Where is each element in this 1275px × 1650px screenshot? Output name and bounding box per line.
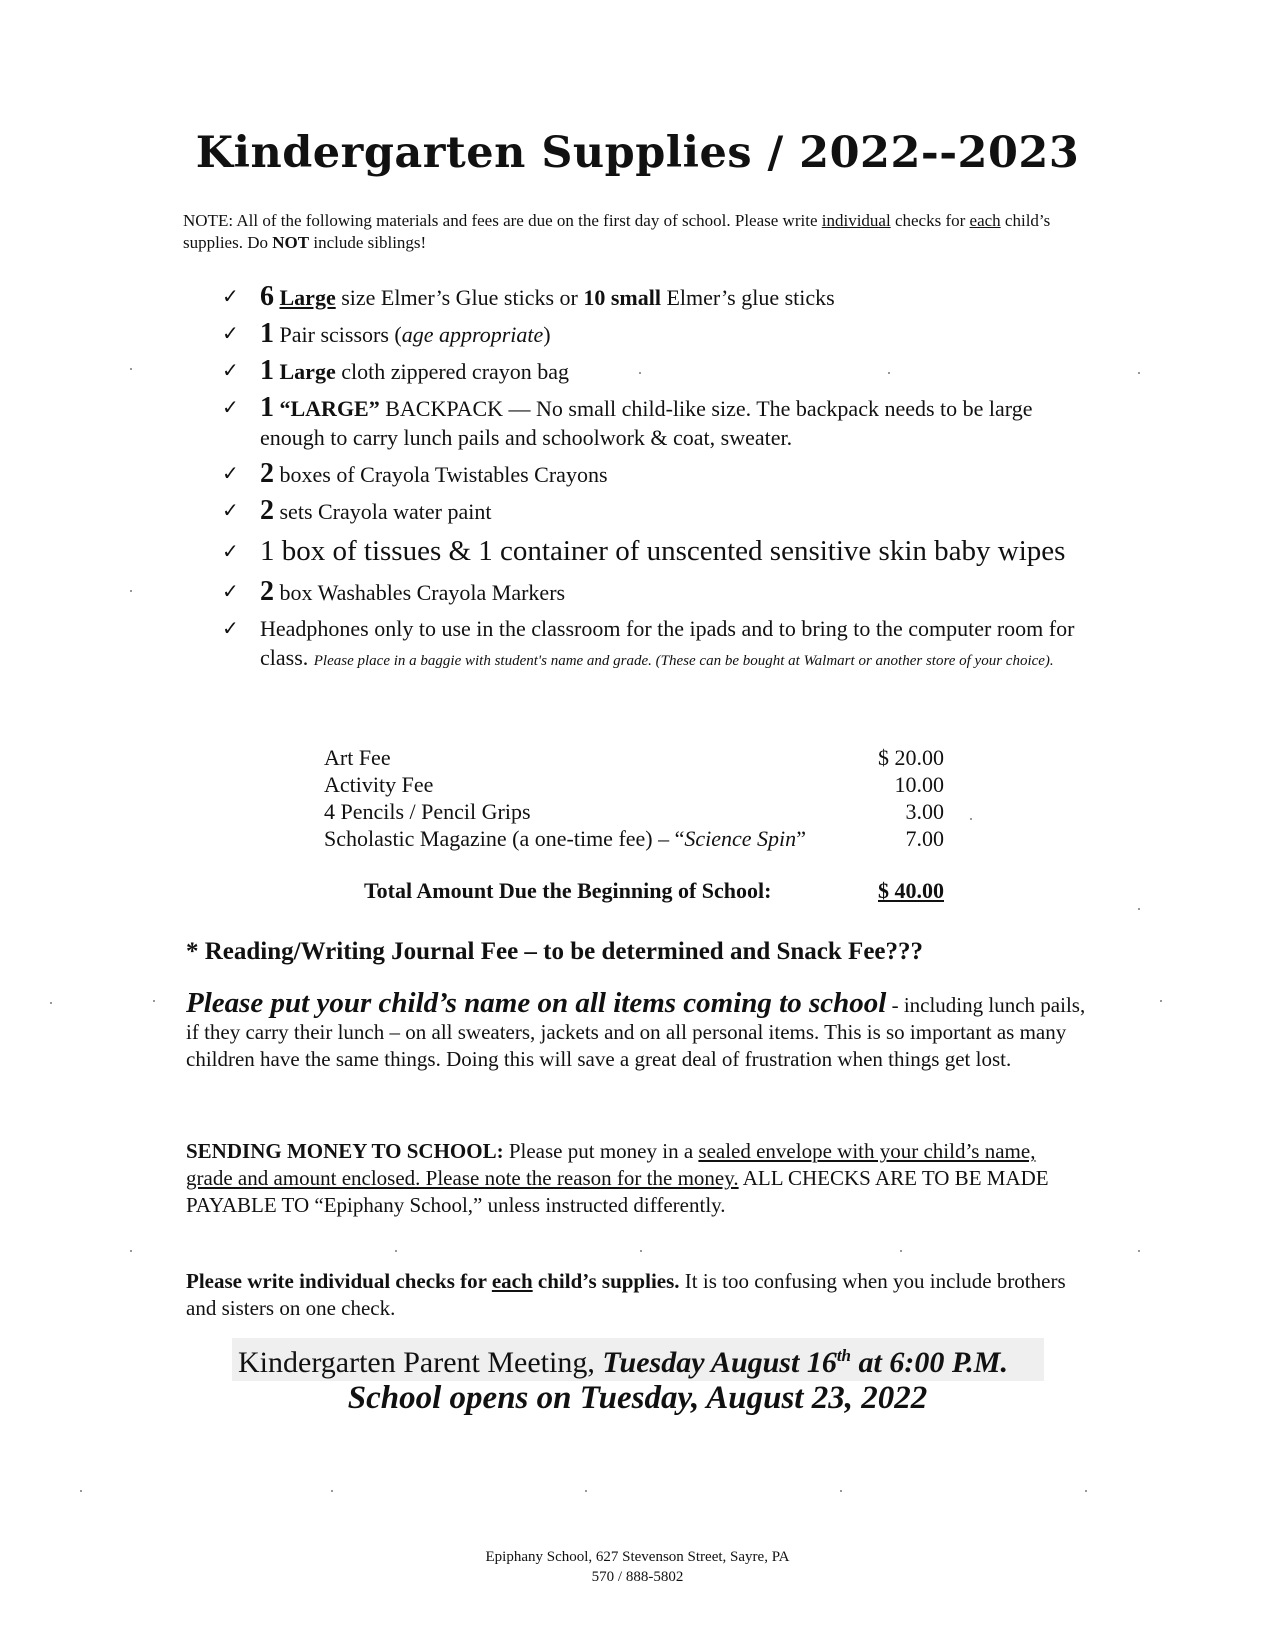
fee-row [324,771,944,798]
supply-qty: 2 [260,495,274,526]
fee-amount: 3.00 [905,799,944,824]
supply-qty: 1 [260,318,274,349]
checks-bold: child’s supplies. [532,1269,680,1293]
total-amount: $ 40.00 [878,878,944,903]
scan-speck [840,1490,842,1492]
money-text: ALL CHECKS ARE TO BE MADE PAYABLE TO “Epiphany School,” unless instructed differently. [186,1166,1049,1217]
supply-qty: 2 [260,458,274,489]
scan-speck [50,1002,52,1004]
supply-item [222,496,1082,526]
fee-amount: 10.00 [894,772,944,797]
checkmark-icon: ✓ [222,461,239,485]
scan-speck [130,590,132,592]
supply-item [222,393,1082,452]
scan-speck [1138,908,1140,910]
fee-label: Activity Fee [324,772,434,797]
page-title: Kindergarten Supplies / 2022--2023 [195,128,1080,178]
scan-speck [640,1250,642,1252]
scan-speck [153,1000,155,1002]
supply-item [222,614,1082,672]
scan-speck [130,1250,132,1252]
supply-bold: 10 small [583,285,661,310]
supply-text: 1 box of tissues & 1 container of unscented sensitive skin baby wipes [260,535,1066,567]
supply-bold: Large [274,359,336,384]
name-items-paragraph [186,987,1086,1073]
supply-text: Pair scissors ( [274,322,402,347]
supply-text: cloth zippered crayon bag [335,359,570,384]
checkmark-icon: ✓ [222,539,239,563]
fee-label-italic: Science Spin [684,826,797,851]
scan-speck [888,372,890,374]
fee-label-text: ” [796,826,806,851]
scan-speck [1138,372,1140,374]
money-text: Please put money in a [503,1139,699,1163]
supply-item [222,459,1082,489]
supply-item [222,577,1082,607]
footer-phone: 570 / 888-5802 [591,1569,684,1585]
supply-list [222,282,1082,679]
checkmark-icon: ✓ [222,284,239,308]
note-bold-not: NOT [272,233,310,252]
scan-speck [1160,1000,1162,1002]
supply-qty: 6 [260,281,274,312]
note-text: include siblings! [309,233,427,252]
supply-bold: “LARGE” [274,396,380,421]
checks-text: It is too confusing when you include brothers and sisters on one check. [186,1269,1066,1320]
name-items-text: - including lunch pails, if they carry their lunch – on all sweaters, jackets and on all personal items. This is so important as many children have the same things. Doing this will save a great deal of frustration when things get lost. [186,993,1086,1071]
meeting-text: Kindergarten Parent Meeting, [238,1346,603,1379]
supply-text: BACKPACK — No small child-like size. The backpack needs to be large enough to carry lunch pails and schoolwork & coat, sweater. [260,396,1033,450]
scan-speck [1085,1490,1087,1492]
fee-label-text: Scholastic Magazine (a one-time fee) – “ [324,826,685,851]
money-underlined: sealed envelope with your child’s name, grade and amount enclosed. Please note the reason for the money. [186,1139,1036,1190]
checks-paragraph [186,1268,1086,1322]
meeting-date: Tuesday August 16 [602,1346,837,1379]
note-paragraph [183,210,1083,254]
supply-text: boxes of Crayola Twistables Crayons [274,462,608,487]
money-paragraph [186,1138,1086,1219]
money-heading: SENDING MONEY TO SCHOOL: [186,1139,504,1163]
checkmark-icon: ✓ [222,395,239,419]
supply-text: size Elmer’s Glue sticks or [335,285,584,310]
note-underlined-individual: individual [821,211,891,230]
supply-qty: 2 [260,576,274,607]
total-row [364,878,944,904]
fee-row [324,798,944,825]
scan-speck [639,372,641,374]
footer-address: Epiphany School, 627 Stevenson Street, Sayre, PA [485,1549,790,1565]
fee-row [324,825,944,852]
checks-bold: Please write individual checks for [186,1269,492,1293]
supply-text: Headphones only to use in the classroom for the ipads and to bring to the computer room for class. [260,616,1075,670]
supply-item [222,282,1082,312]
scan-speck [1138,1250,1140,1252]
note-text: checks for [890,211,970,230]
checks-underlined: each [491,1269,533,1293]
fee-label: 4 Pencils / Pencil Grips [324,799,531,824]
meeting-time: at 6:00 P.M. [851,1346,1008,1379]
fee-table [324,744,944,852]
checkmark-icon: ✓ [222,321,239,345]
fee-amount: $ 20.00 [878,745,944,770]
checkmark-icon: ✓ [222,358,239,382]
fee-label: Art Fee [324,745,391,770]
checkmark-icon: ✓ [222,498,239,522]
reading-journal-note: * Reading/Writing Journal Fee – to be determined and Snack Fee??? [186,938,924,965]
scan-speck [80,1490,82,1492]
supply-qty: 1 [260,355,274,386]
note-underlined-each: each [969,211,1001,230]
supply-size: Large [279,285,336,310]
supply-item [222,319,1082,349]
supply-qty: 1 [260,392,274,423]
note-text: NOTE: All of the following materials and fees are due on the first day of school. Please write [183,211,822,230]
scan-speck [900,1250,902,1252]
meeting-date-suffix: th [836,1346,852,1365]
footer [0,1547,1275,1587]
fee-label [324,825,806,852]
fee-row [324,744,944,771]
parent-meeting-line [232,1338,1044,1381]
fee-amount: 7.00 [905,826,944,851]
scan-speck [970,818,972,820]
total-label: Total Amount Due the Beginning of School: [364,878,772,903]
note-text: child’s supplies. Do [183,211,1051,252]
supply-text: box Washables Crayola Markers [274,580,566,605]
supply-text: ) [543,322,551,347]
supply-italic: age appropriate [401,322,544,347]
supply-item [222,533,1082,570]
scan-speck [130,368,132,370]
school-opens-line: School opens on Tuesday, August 23, 2022 [347,1380,928,1416]
checkmark-icon: ✓ [222,579,239,603]
checkmark-icon: ✓ [222,616,239,640]
supply-item [222,356,1082,386]
scan-speck [585,1490,587,1492]
scan-speck [331,1490,333,1492]
supply-text: Elmer’s glue sticks [660,285,835,310]
name-items-heading: Please put your child’s name on all items coming to school [186,987,887,1019]
scan-speck [395,1250,397,1252]
supply-text: sets Crayola water paint [274,499,492,524]
supply-italic-note: Please place in a baggie with student's name and grade. (These can be bought at Walmart or another store of your choice). [313,653,1054,669]
